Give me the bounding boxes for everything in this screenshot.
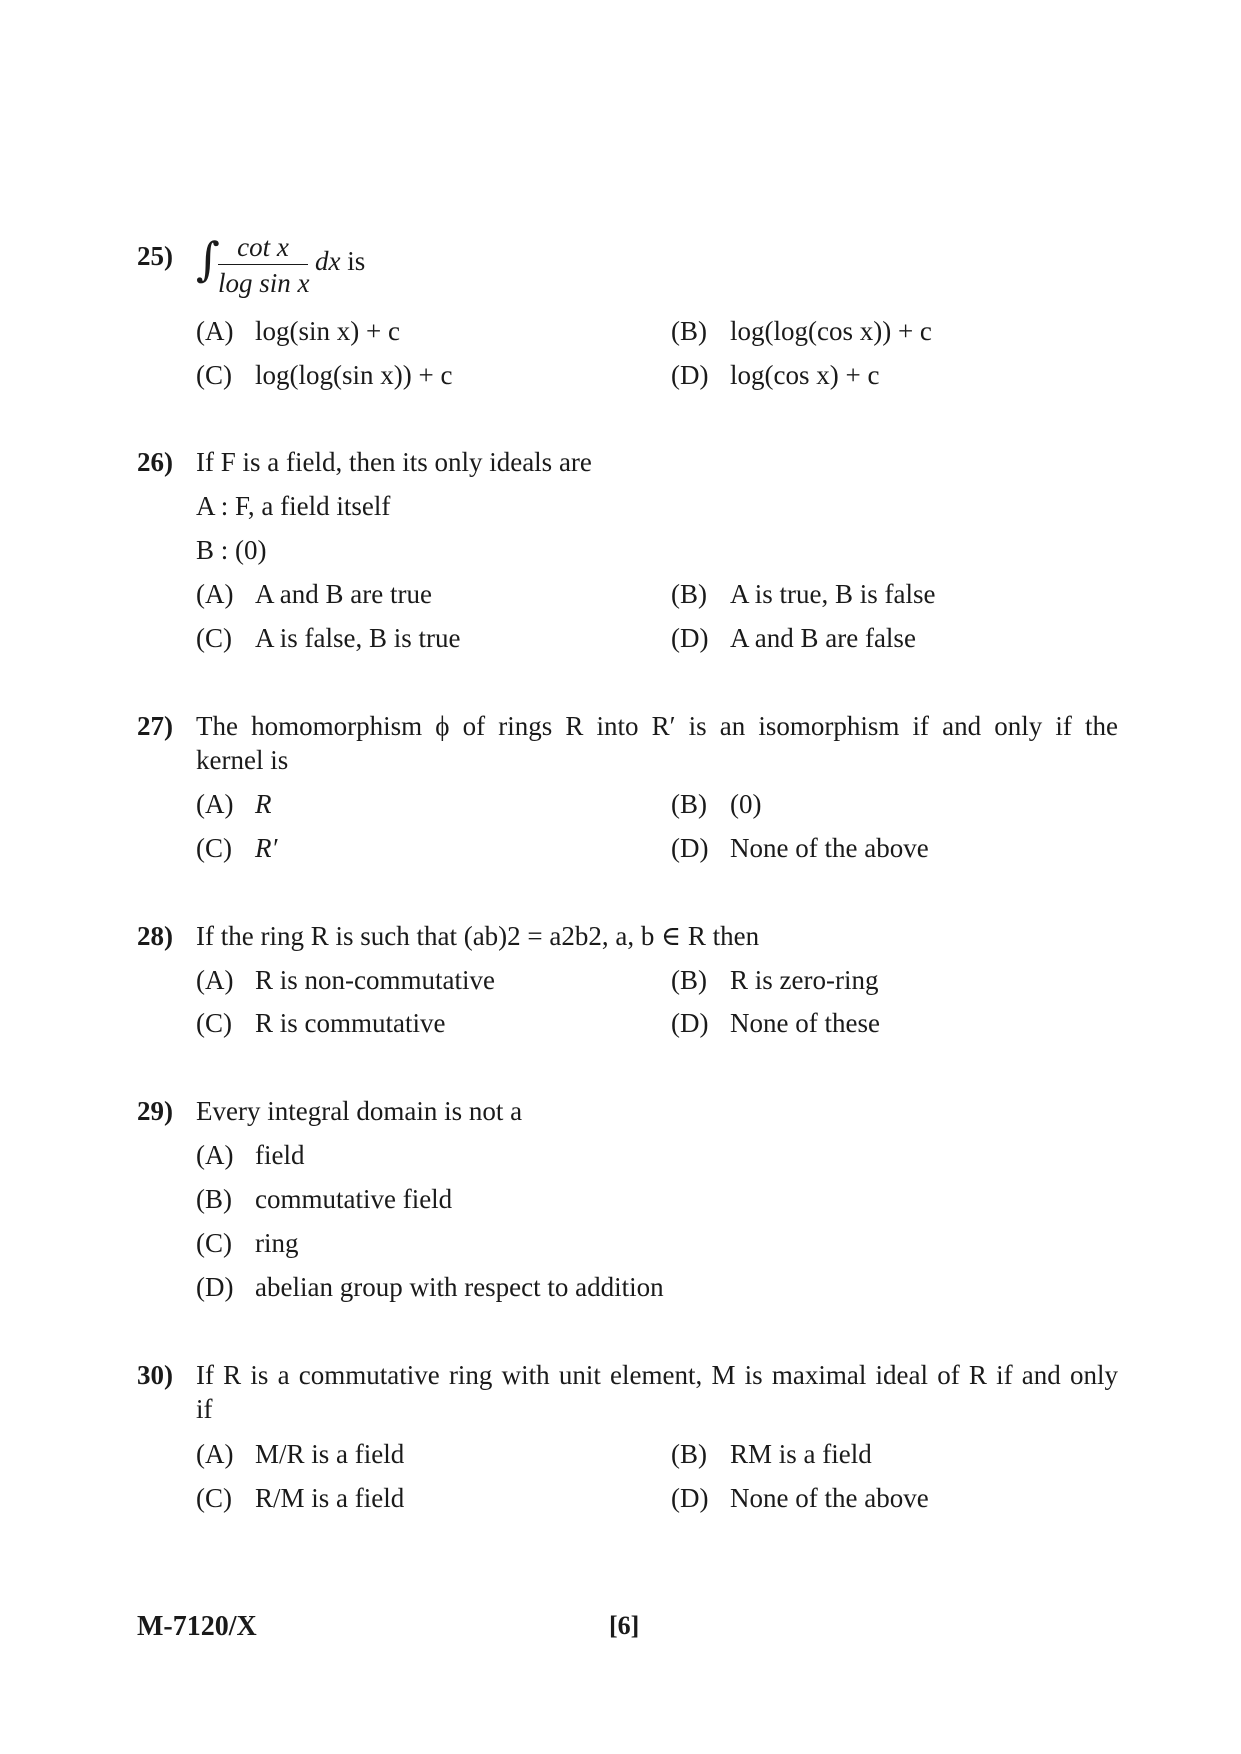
option-text: (0) [730, 789, 762, 819]
q28-option-b[interactable] [671, 967, 878, 994]
paper-code: M-7120/X [137, 1611, 257, 1642]
option-text: abelian group with respect to addition [255, 1272, 664, 1302]
option-label: (D) [671, 623, 709, 653]
q29-option-b[interactable] [196, 1186, 452, 1213]
q28-option-c[interactable] [196, 1010, 445, 1037]
question-30-stem-line-1: If R is a commutative ring with unit element, M is maximal ideal of R if and only [196, 1360, 1118, 1390]
q26-option-b[interactable] [671, 581, 935, 608]
option-text: R/M is a field [255, 1483, 405, 1513]
option-text: M/R is a field [255, 1439, 405, 1469]
q29-option-a[interactable] [196, 1142, 304, 1169]
option-text: RM is a field [730, 1439, 872, 1469]
option-text: None of the above [730, 833, 929, 863]
option-label: (D) [196, 1272, 234, 1302]
fraction-bar [218, 264, 308, 265]
q29-option-d[interactable] [196, 1274, 664, 1301]
question-number-29: 29) [137, 1096, 173, 1126]
q30-option-d[interactable] [671, 1485, 929, 1512]
option-label: (A) [196, 316, 234, 346]
question-26-stem: If F is a field, then its only ideals are [196, 447, 592, 477]
q30-option-c[interactable] [196, 1485, 404, 1512]
option-label: (B) [671, 579, 707, 609]
q26-option-c[interactable] [196, 625, 460, 652]
q27-option-c[interactable] [196, 835, 277, 862]
fraction-denominator: log sin x [218, 268, 310, 298]
q27-option-a[interactable] [196, 791, 272, 818]
fraction [218, 232, 308, 298]
option-label: (C) [196, 360, 232, 390]
q25-option-b[interactable] [671, 318, 932, 345]
option-text: R is non-commutative [255, 965, 495, 995]
option-text: log(log(sin x)) + c [255, 360, 453, 390]
option-label: (C) [196, 1228, 232, 1258]
q25-option-c[interactable] [196, 362, 452, 389]
option-text: A is false, B is true [255, 623, 461, 653]
option-text: None of the above [730, 1483, 929, 1513]
option-label: (D) [671, 833, 709, 863]
question-26-statement-b: B : (0) [196, 535, 267, 565]
option-label: (D) [671, 360, 709, 390]
q28-option-a[interactable] [196, 967, 495, 994]
option-label: (B) [671, 789, 707, 819]
option-text: commutative field [255, 1184, 453, 1214]
question-25-integral [196, 232, 496, 298]
question-26-statement-a: A : F, a field itself [196, 491, 391, 521]
option-text: R is commutative [255, 1008, 446, 1038]
option-label: (A) [196, 1140, 234, 1170]
option-text: A and B are true [255, 579, 432, 609]
option-label: (C) [196, 1483, 232, 1513]
question-25-suffix: is [347, 246, 366, 276]
page-number: [6] [609, 1611, 640, 1640]
option-label: (D) [671, 1008, 709, 1038]
q25-option-d[interactable] [671, 362, 879, 389]
option-label: (A) [196, 789, 234, 819]
option-text: ring [255, 1228, 299, 1258]
option-text: log(sin x) + c [255, 316, 400, 346]
q26-option-d[interactable] [671, 625, 916, 652]
question-number-27: 27) [137, 711, 173, 741]
q25-option-a[interactable] [196, 318, 400, 345]
option-label: (B) [671, 965, 707, 995]
option-text: log(cos x) + c [730, 360, 880, 390]
option-text: R is zero-ring [730, 965, 879, 995]
q30-option-b[interactable] [671, 1441, 872, 1468]
q27-option-d[interactable] [671, 835, 929, 862]
integral-tail [315, 248, 365, 275]
option-label: (B) [196, 1184, 232, 1214]
integral-sign: ∫ [196, 232, 220, 286]
question-number-28: 28) [137, 921, 173, 951]
option-label: (A) [196, 1439, 234, 1469]
option-label: (A) [196, 579, 234, 609]
option-text: field [255, 1140, 305, 1170]
q27-option-b[interactable] [671, 791, 761, 818]
option-label: (D) [671, 1483, 709, 1513]
option-label: (C) [196, 833, 232, 863]
fraction-numerator: cot x [237, 232, 289, 262]
differential: dx [315, 246, 341, 276]
option-text: log(log(cos x)) + c [730, 316, 932, 346]
question-27-stem-line-1: The homomorphism ϕ of rings R into R′ is an isomorphism if and only if the [196, 711, 1118, 741]
q29-option-c[interactable] [196, 1230, 299, 1257]
question-number-30: 30) [137, 1360, 173, 1390]
option-text: None of these [730, 1008, 880, 1038]
q30-option-a[interactable] [196, 1441, 404, 1468]
question-28-stem: If the ring R is such that (ab)2 = a2b2, a, b ∈ R then [196, 921, 760, 951]
q28-option-d[interactable] [671, 1010, 880, 1037]
option-label: (C) [196, 1008, 232, 1038]
option-text: R [255, 789, 272, 819]
option-text: R′ [255, 833, 278, 863]
q26-option-a[interactable] [196, 581, 432, 608]
option-label: (B) [671, 316, 707, 346]
option-label: (C) [196, 623, 232, 653]
option-label: (A) [196, 965, 234, 995]
question-number-25: 25) [137, 241, 173, 271]
question-30-stem-line-2: if [196, 1394, 213, 1424]
option-label: (B) [671, 1439, 707, 1469]
option-text: A is true, B is false [730, 579, 936, 609]
question-27-stem-line-2: kernel is [196, 745, 289, 775]
question-29-stem: Every integral domain is not a [196, 1096, 523, 1126]
question-number-26: 26) [137, 447, 173, 477]
option-text: A and B are false [730, 623, 916, 653]
